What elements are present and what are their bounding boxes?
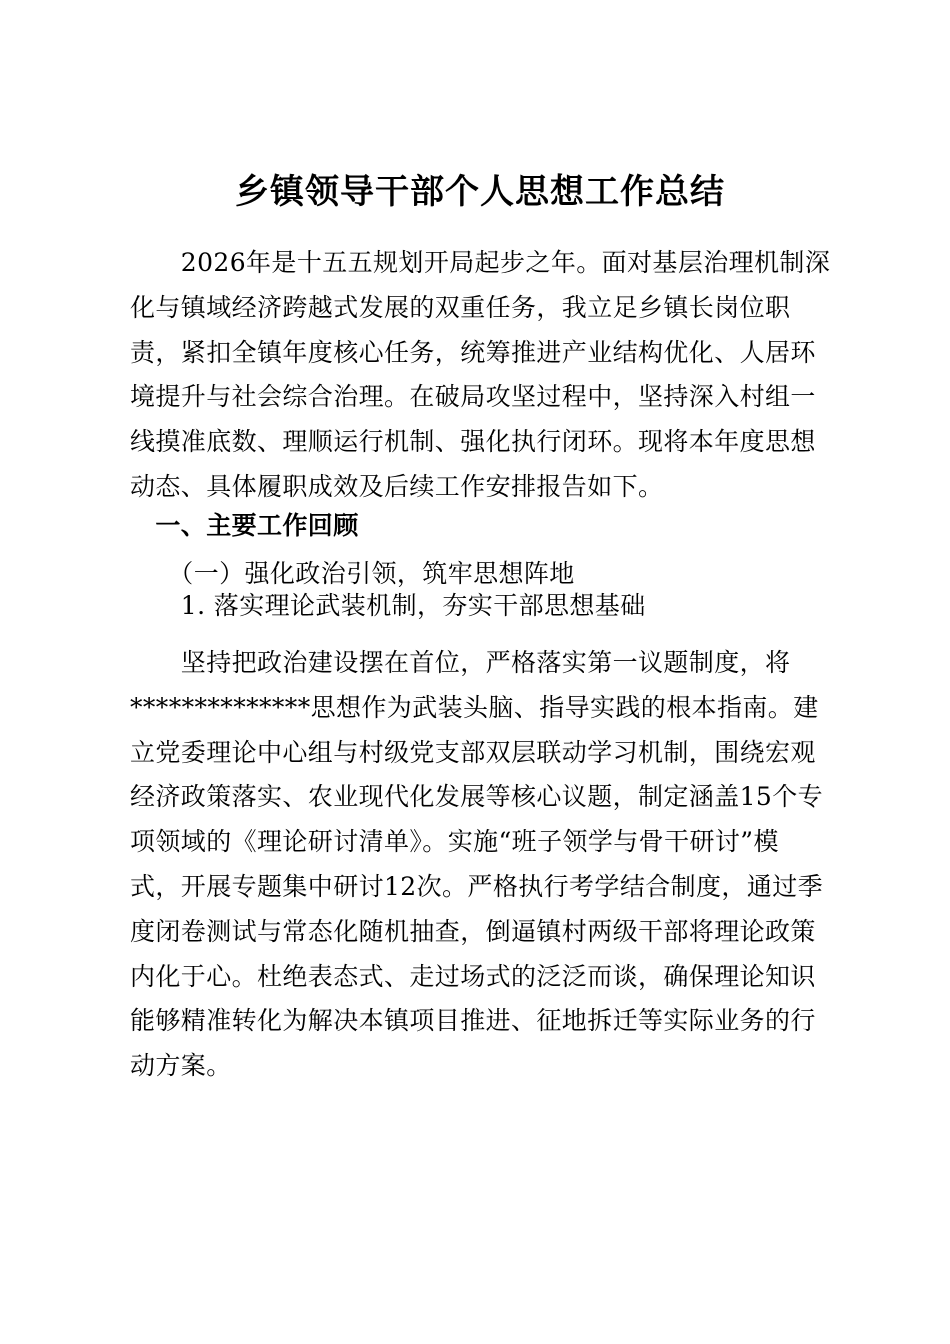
body-paragraph-line: 内化于心。杜绝表态式、走过场式的泛泛而谈，确保理论知识 bbox=[130, 961, 816, 991]
intro-paragraph-line: 线摸准底数、理顺运行机制、强化执行闭环。现将本年度思想 bbox=[130, 427, 816, 457]
document-title: 乡镇领导干部个人思想工作总结 bbox=[235, 172, 725, 212]
intro-paragraph-line: 责，紧扣全镇年度核心任务，统筹推进产业结构优化、人居环 bbox=[130, 337, 816, 367]
body-paragraph-line: 坚持把政治建设摆在首位，严格落实第一议题制度，将 bbox=[130, 648, 791, 677]
subsection-heading: （一）强化政治引领，筑牢思想阵地 bbox=[130, 559, 575, 588]
body-paragraph-line: 度闭卷测试与常态化随机抽查，倒逼镇村两级干部将理论政策 bbox=[130, 916, 816, 946]
intro-paragraph-line: 2026年是十五五规划开局起步之年。面对基层治理机制深 bbox=[130, 248, 831, 277]
intro-paragraph-line: 境提升与社会综合治理。在破局攻坚过程中，坚持深入村组一 bbox=[130, 382, 816, 412]
intro-paragraph-line: 化与镇域经济跨越式发展的双重任务，我立足乡镇长岗位职 bbox=[130, 292, 791, 322]
body-paragraph-line: 立党委理论中心组与村级党支部双层联动学习机制，围绕宏观 bbox=[130, 737, 816, 767]
body-paragraph-line: **************思想作为武装头脑、指导实践的根本指南。建 bbox=[130, 692, 819, 722]
body-paragraph-line: 式，开展专题集中研讨12次。严格执行考学结合制度，通过季 bbox=[130, 872, 824, 901]
body-paragraph-line: 动方案。 bbox=[130, 1051, 232, 1081]
body-paragraph-line: 能够精准转化为解决本镇项目推进、征地拆迁等实际业务的行 bbox=[130, 1006, 816, 1036]
item-heading: 1. 落实理论武装机制，夯实干部思想基础 bbox=[130, 591, 646, 620]
body-paragraph-line: 项领域的《理论研讨清单》。实施“班子领学与骨干研讨”模 bbox=[130, 827, 779, 857]
section-heading: 一、主要工作回顾 bbox=[130, 511, 359, 540]
intro-paragraph-line: 动态、具体履职成效及后续工作安排报告如下。 bbox=[130, 472, 664, 501]
body-paragraph-line: 经济政策落实、农业现代化发展等核心议题，制定涵盖15个专 bbox=[130, 782, 824, 812]
